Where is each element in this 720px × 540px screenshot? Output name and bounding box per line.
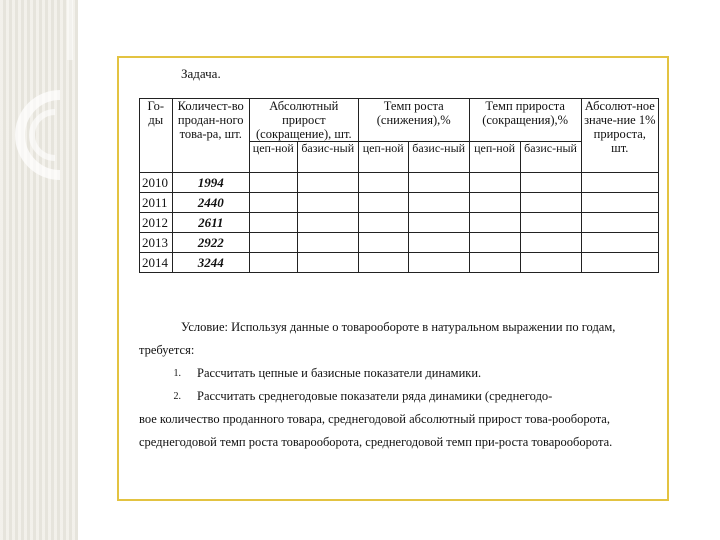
table-row (140, 233, 659, 253)
empty-cell (581, 173, 658, 193)
empty-cell (297, 213, 358, 233)
empty-cell (469, 233, 520, 253)
empty-cell (358, 233, 408, 253)
year-cell: 2013 (140, 233, 173, 253)
table-row (140, 173, 659, 193)
empty-cell (249, 213, 297, 233)
empty-cell (358, 213, 408, 233)
empty-cell (249, 253, 297, 273)
empty-cell (469, 193, 520, 213)
header-years: Го-ды (140, 99, 173, 173)
condition-lead: Условие: Используя данные о товарообороте в натуральном выражении по годам, требуется: (139, 320, 616, 357)
list-item-text: Рассчитать среднегодовые показатели ряда динамики (среднегодо- (197, 389, 553, 403)
table-row (140, 193, 659, 213)
empty-cell (520, 253, 581, 273)
empty-cell (358, 193, 408, 213)
empty-cell (581, 253, 658, 273)
empty-cell (297, 193, 358, 213)
list-item (139, 362, 659, 385)
units-sold-cell: 3244 (172, 253, 249, 273)
empty-cell (469, 173, 520, 193)
slide-content-frame (117, 56, 669, 501)
condition-continuation: вое количество проданного товара, среднегодовой абсолютный прирост това-рооборота, среднегодовой темп роста товарооборота, среднегодовой темп при-роста товарооборота. (139, 412, 613, 449)
year-cell: 2011 (140, 193, 173, 213)
header-increase-rate: Темп прироста (сокращения),% (469, 99, 581, 142)
empty-cell (408, 173, 469, 193)
units-sold-cell: 2611 (172, 213, 249, 233)
empty-cell (408, 213, 469, 233)
header-absolute-value-1pct: Абсолют-ное значе-ние 1% прироста, шт. (581, 99, 658, 173)
header-growth-rate: Темп роста (снижения),% (358, 99, 469, 142)
subheader-chain: цеп-ной (469, 142, 520, 173)
units-sold-cell: 2440 (172, 193, 249, 213)
year-cell: 2010 (140, 173, 173, 193)
subheader-base: базис-ный (520, 142, 581, 173)
empty-cell (520, 173, 581, 193)
empty-cell (469, 253, 520, 273)
subheader-base: базис-ный (297, 142, 358, 173)
empty-cell (358, 173, 408, 193)
dynamics-table (139, 98, 659, 273)
empty-cell (297, 253, 358, 273)
empty-cell (408, 193, 469, 213)
empty-cell (408, 253, 469, 273)
empty-cell (249, 233, 297, 253)
empty-cell (297, 173, 358, 193)
decorative-swirl-graphic (0, 0, 78, 540)
empty-cell (408, 233, 469, 253)
subheader-chain: цеп-ной (249, 142, 297, 173)
empty-cell (249, 193, 297, 213)
table-row (140, 213, 659, 233)
table-row (140, 253, 659, 273)
year-cell: 2012 (140, 213, 173, 233)
empty-cell (249, 173, 297, 193)
empty-cell (469, 213, 520, 233)
subheader-chain: цеп-ной (358, 142, 408, 173)
list-item (139, 385, 659, 408)
empty-cell (520, 213, 581, 233)
units-sold-cell: 1994 (172, 173, 249, 193)
empty-cell (520, 233, 581, 253)
task-condition (139, 316, 659, 454)
empty-cell (358, 253, 408, 273)
header-units-sold: Количест-во продан-ного това-ра, шт. (172, 99, 249, 173)
empty-cell (581, 193, 658, 213)
decorative-side-strip (0, 0, 78, 540)
subheader-base: базис-ный (408, 142, 469, 173)
header-absolute-growth (249, 99, 358, 142)
empty-cell (297, 233, 358, 253)
year-cell: 2014 (140, 253, 173, 273)
list-item-text: Рассчитать цепные и базисные показатели динамики. (197, 366, 482, 380)
list-item-number: 1. (173, 368, 181, 379)
task-title: Задача. (181, 66, 221, 81)
empty-cell (581, 233, 658, 253)
empty-cell (520, 193, 581, 213)
list-item-number: 2. (173, 391, 181, 402)
header-absolute-growth-label: Абсолютный прирост (сокращение), шт. (256, 99, 352, 141)
units-sold-cell: 2922 (172, 233, 249, 253)
empty-cell (581, 213, 658, 233)
